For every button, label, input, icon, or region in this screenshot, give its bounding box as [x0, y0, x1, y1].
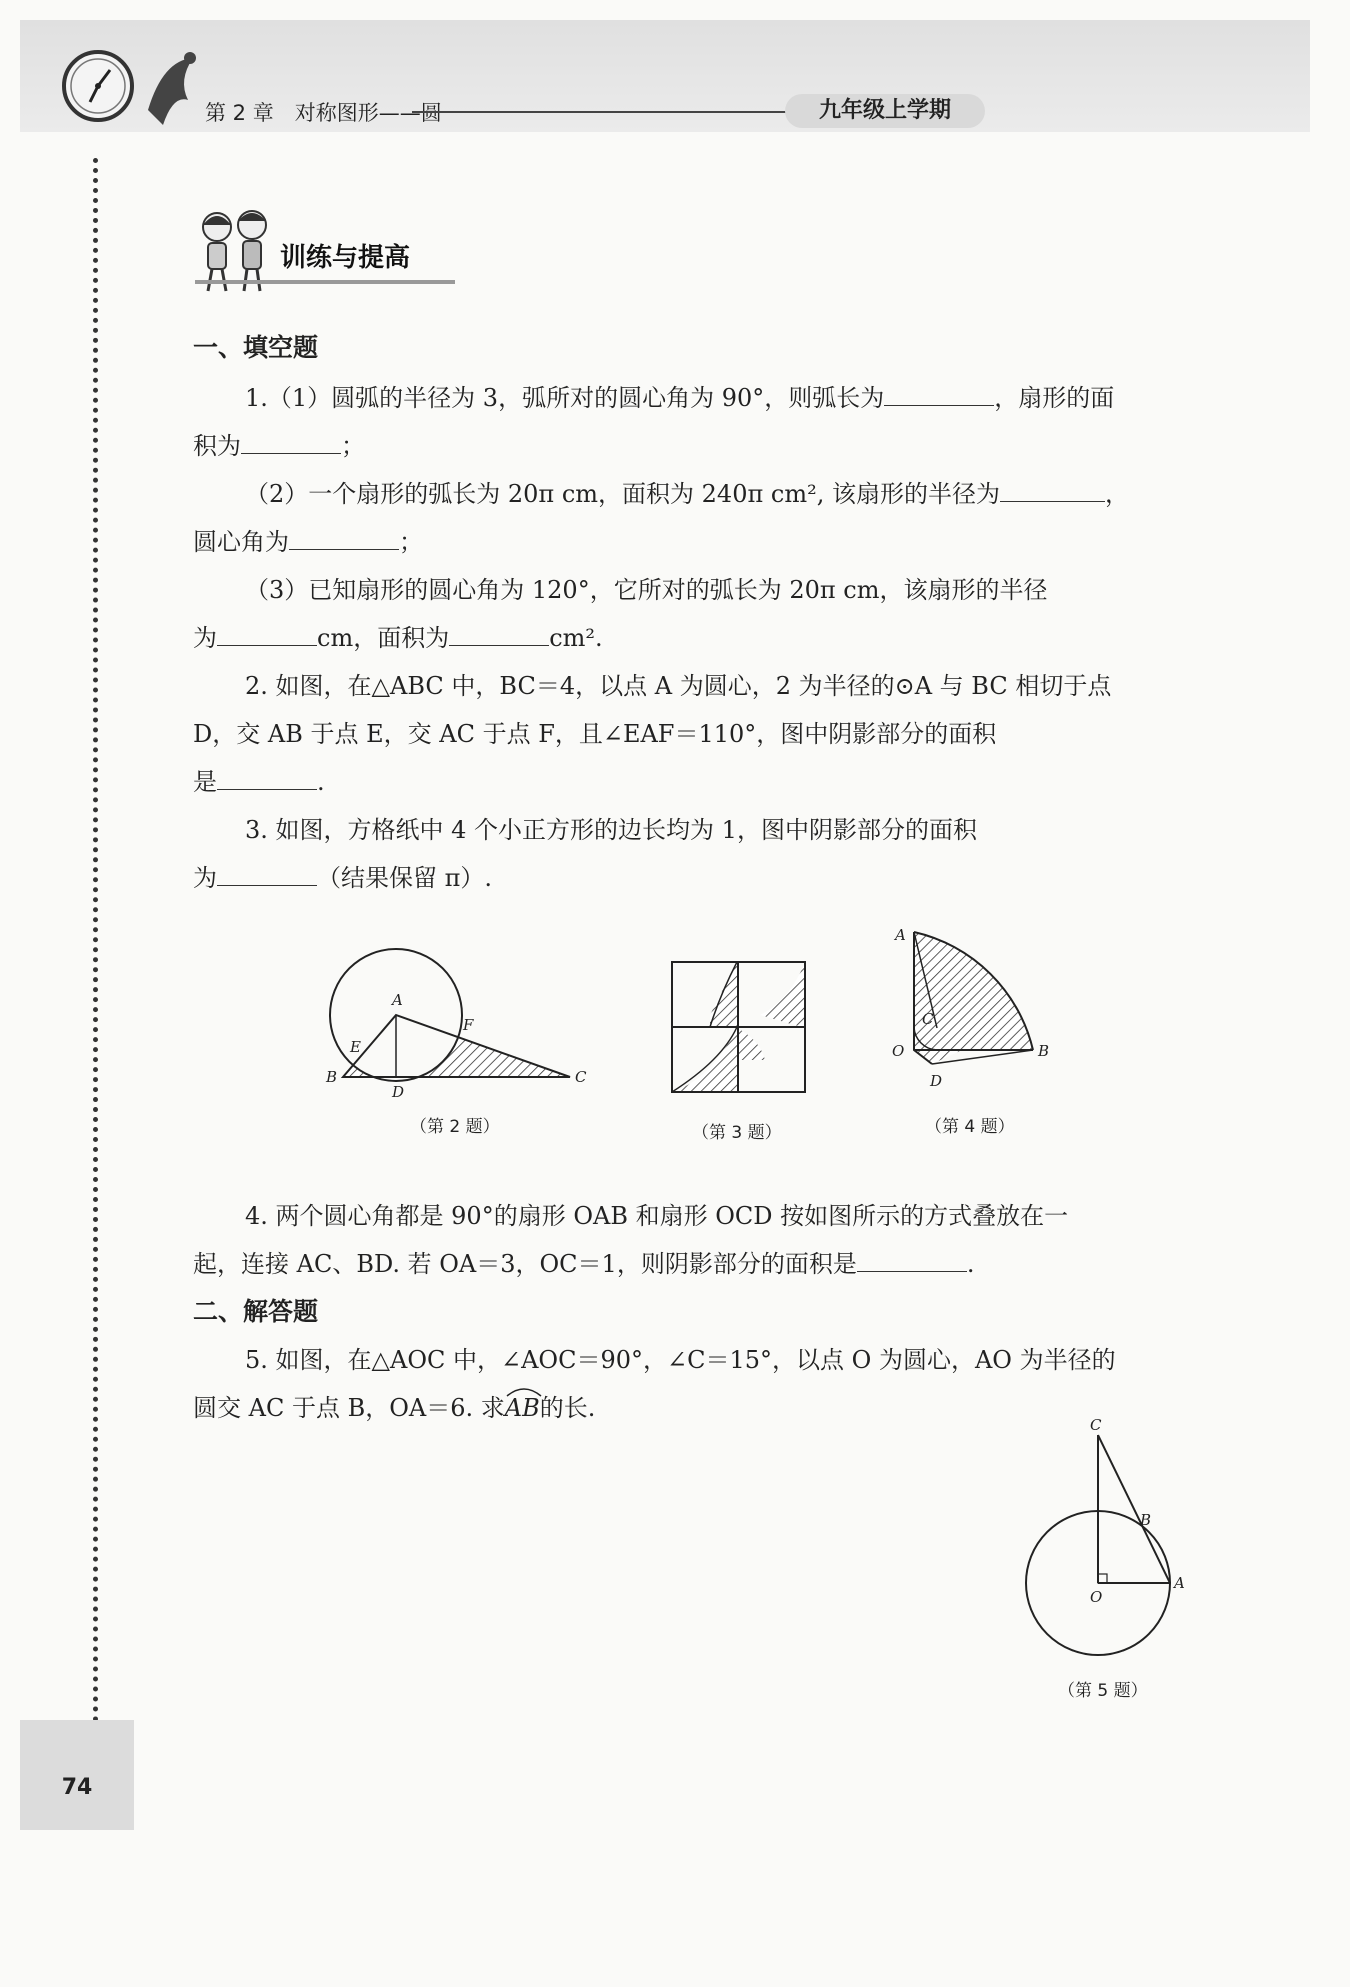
figure-4-caption: （第 4 题）: [925, 1117, 1015, 1137]
q3-text: 为: [193, 864, 217, 892]
q2-line1: 2. 如图，在△ABC 中，BC＝4，以点 A 为圆心，2 为半径的⊙A 与 BC 相切于点: [245, 672, 1112, 700]
q1-text: cm，面积为: [317, 624, 450, 652]
fig5-label-a: A: [1174, 1574, 1185, 1592]
fig2-label-e: E: [350, 1038, 361, 1056]
fig2-label-b: B: [326, 1068, 338, 1086]
fig2-label-d: D: [392, 1083, 405, 1101]
q4-line1: 4. 两个圆心角都是 90°的扇形 OAB 和扇形 OCD 按如图所示的方式叠放在一: [245, 1202, 1069, 1230]
figure-5-caption: （第 5 题）: [1058, 1681, 1148, 1701]
chapter-title: 第 2 章 对称图形——圆: [205, 101, 442, 125]
q4-text: 起，连接 AC、BD. 若 OA＝3，OC＝1，则阴影部分的面积是: [193, 1250, 857, 1278]
q4-text: .: [966, 1250, 975, 1278]
fig5-label-c: C: [1090, 1416, 1102, 1434]
q1-text: 1.（1）圆弧的半径为 3，弧所对的圆心角为 90°，则弧长为: [245, 384, 885, 412]
fig2-label-c: C: [575, 1068, 587, 1086]
fig2-label-f: F: [463, 1016, 474, 1034]
q3-text: （结果保留 π）.: [317, 864, 493, 892]
q5-text: 圆交 AC 于点 B，OA＝6. 求: [193, 1394, 505, 1422]
figure-3: [672, 962, 805, 1092]
q1-line5: （3）已知扇形的圆心角为 120°，它所对的弧长为 20π cm，该扇形的半径: [245, 576, 1048, 604]
figure-4: [892, 926, 1049, 1090]
fig2-label-a: A: [392, 991, 403, 1009]
q5-line1: 5. 如图，在△AOC 中，∠AOC＝90°，∠C＝15°，以点 O 为圆心，AO 为半径的: [245, 1346, 1116, 1374]
fig4-label-d: D: [930, 1072, 943, 1090]
fig4-label-c: C: [922, 1010, 934, 1028]
part2-heading: 二、解答题: [193, 1297, 319, 1326]
q2-text: .: [317, 768, 325, 796]
q1-text: ，: [1104, 480, 1129, 508]
grade-label: 九年级上学期: [785, 94, 985, 128]
fig5-label-o: O: [1090, 1588, 1103, 1606]
fig5-label-b: B: [1140, 1511, 1152, 1529]
q1-text: （2）一个扇形的弧长为 20π cm，面积为 240π cm², 该扇形的半径为: [245, 480, 1000, 508]
arc-ab-letters: AB: [504, 1394, 540, 1422]
arc-symbol: [505, 1384, 543, 1398]
answer-blank[interactable]: [857, 1253, 967, 1272]
figure-3-caption: （第 3 题）: [692, 1123, 782, 1143]
figure-5: [1026, 1416, 1185, 1655]
q2-line2: D，交 AB 于点 E，交 AC 于点 F，且∠EAF＝110°，图中阴影部分的面积: [193, 720, 997, 748]
figure-2: [325, 949, 587, 1101]
q1-text: ，扇形的面: [994, 384, 1115, 412]
page-number-box: [20, 1720, 134, 1830]
q5-line2: [193, 1388, 595, 1423]
q1-text: 积为: [193, 432, 241, 460]
q5-text: 的长.: [539, 1394, 596, 1422]
q3-line1: 3. 如图，方格纸中 4 个小正方形的边长均为 1，图中阴影部分的面积: [245, 816, 977, 844]
q1-text: 圆心角为: [193, 528, 289, 556]
figure-2-caption: （第 2 题）: [410, 1117, 500, 1137]
part1-heading: 一、填空题: [193, 333, 319, 362]
q2-text: 是: [193, 768, 217, 796]
q1-text: 为: [193, 624, 217, 652]
fig4-label-a: A: [895, 926, 906, 944]
fig4-label-o: O: [892, 1042, 905, 1060]
arc-ab: [505, 1394, 540, 1422]
q4-line2: [193, 1244, 974, 1279]
q1-text: cm².: [549, 624, 603, 652]
fig4-label-b: B: [1038, 1042, 1050, 1060]
section-title: 训练与提高: [280, 243, 411, 273]
page-number: 74: [61, 1775, 93, 1800]
q1-text: ；: [341, 432, 365, 460]
q1-text: ；: [399, 528, 423, 556]
